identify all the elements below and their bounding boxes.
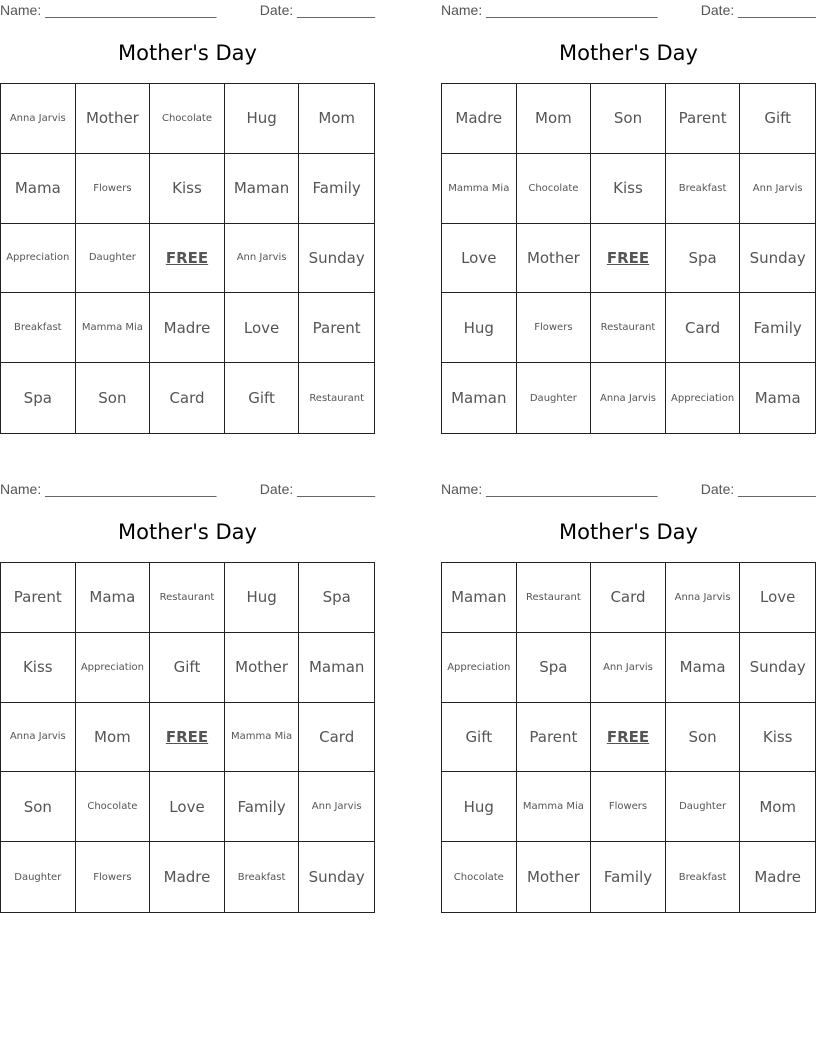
bingo-cell: Breakfast bbox=[666, 842, 741, 912]
bingo-cell: Family bbox=[591, 842, 666, 912]
bingo-cell: Mamma Mia bbox=[517, 772, 592, 842]
bingo-cell: Maman bbox=[225, 154, 300, 224]
bingo-cell: Breakfast bbox=[1, 293, 76, 363]
bingo-cell: Flowers bbox=[591, 772, 666, 842]
bingo-card-4 bbox=[441, 479, 816, 914]
name-field[interactable]: Name: ______________________ bbox=[0, 2, 217, 18]
bingo-cell: Restaurant bbox=[517, 563, 592, 633]
bingo-cell: Mamma Mia bbox=[442, 154, 517, 224]
bingo-cell: Appreciation bbox=[76, 633, 151, 703]
bingo-cell: Anna Jarvis bbox=[666, 563, 741, 633]
bingo-cell: Mom bbox=[299, 84, 374, 154]
name-field[interactable]: Name: ______________________ bbox=[441, 481, 658, 497]
bingo-cell: Chocolate bbox=[442, 842, 517, 912]
bingo-cell: Spa bbox=[666, 224, 741, 294]
card-title: Mother's Day bbox=[118, 41, 257, 65]
bingo-cell: Kiss bbox=[591, 154, 666, 224]
bingo-cell: Daughter bbox=[1, 842, 76, 912]
bingo-cell: Madre bbox=[150, 293, 225, 363]
bingo-cell: Hug bbox=[442, 772, 517, 842]
bingo-cell: Sunday bbox=[740, 633, 815, 703]
card-title: Mother's Day bbox=[559, 41, 698, 65]
bingo-cell: Chocolate bbox=[517, 154, 592, 224]
bingo-cell: Anna Jarvis bbox=[591, 363, 666, 433]
bingo-cell: Ann Jarvis bbox=[225, 224, 300, 294]
free-space: FREE bbox=[150, 224, 225, 294]
bingo-cell: Breakfast bbox=[225, 842, 300, 912]
bingo-cell: Appreciation bbox=[1, 224, 76, 294]
bingo-cell: Son bbox=[1, 772, 76, 842]
bingo-cell: Hug bbox=[225, 563, 300, 633]
bingo-cell: Mamma Mia bbox=[76, 293, 151, 363]
bingo-cell: Spa bbox=[517, 633, 592, 703]
bingo-cell: Mama bbox=[754, 389, 801, 408]
bingo-cell: Daughter bbox=[517, 363, 592, 433]
bingo-cell: Flowers bbox=[76, 154, 151, 224]
bingo-cell: Card bbox=[150, 363, 225, 433]
bingo-card-2 bbox=[441, 0, 816, 435]
bingo-grid bbox=[0, 562, 375, 913]
name-field[interactable]: Name: ______________________ bbox=[0, 481, 217, 497]
bingo-cell: Ann Jarvis bbox=[740, 154, 815, 224]
bingo-cell: Parent bbox=[1, 563, 76, 633]
bingo-grid bbox=[441, 83, 816, 434]
bingo-cell: Flowers bbox=[517, 293, 592, 363]
bingo-cell: Restaurant bbox=[591, 293, 666, 363]
bingo-cell: Chocolate bbox=[150, 84, 225, 154]
bingo-cell: Son bbox=[591, 84, 666, 154]
bingo-cell: Mamma Mia bbox=[225, 703, 300, 773]
bingo-grid bbox=[441, 562, 816, 913]
bingo-cell: Mother bbox=[517, 842, 592, 912]
bingo-cell: Daughter bbox=[666, 772, 741, 842]
bingo-cell: Spa bbox=[1, 363, 76, 433]
bingo-cell: Love bbox=[442, 224, 517, 294]
date-field[interactable]: Date: __________ bbox=[700, 2, 816, 18]
bingo-cell: Mom bbox=[76, 703, 151, 773]
name-field[interactable]: Name: ______________________ bbox=[441, 2, 658, 18]
bingo-card-1 bbox=[0, 0, 375, 435]
bingo-cell: Mother bbox=[517, 224, 592, 294]
bingo-cell: Family bbox=[225, 772, 300, 842]
bingo-grid bbox=[0, 83, 375, 434]
bingo-cell: Ann Jarvis bbox=[591, 633, 666, 703]
card-header bbox=[0, 2, 375, 20]
bingo-cell: Appreciation bbox=[442, 633, 517, 703]
bingo-cell: Card bbox=[666, 293, 741, 363]
bingo-cell: Mother bbox=[76, 84, 151, 154]
bingo-cell: Mother bbox=[225, 633, 300, 703]
bingo-cell: Kiss bbox=[150, 154, 225, 224]
card-title: Mother's Day bbox=[559, 520, 698, 544]
bingo-card-3 bbox=[0, 479, 375, 914]
bingo-cell: Card bbox=[299, 703, 374, 773]
bingo-cell: Madre bbox=[754, 868, 802, 887]
bingo-cell: Family bbox=[299, 154, 374, 224]
card-header bbox=[0, 481, 375, 499]
bingo-cell: Kiss bbox=[740, 703, 815, 773]
bingo-cell: Maman bbox=[442, 363, 517, 433]
card-title: Mother's Day bbox=[118, 520, 257, 544]
bingo-cell: Gift bbox=[225, 363, 300, 433]
bingo-cell: Gift bbox=[442, 703, 517, 773]
bingo-cell: Daughter bbox=[76, 224, 151, 294]
bingo-cell: Restaurant bbox=[309, 392, 365, 404]
bingo-cell: Anna Jarvis bbox=[1, 703, 76, 773]
bingo-cell: Gift bbox=[150, 633, 225, 703]
bingo-cell: Restaurant bbox=[150, 563, 225, 633]
bingo-cell: Spa bbox=[299, 563, 374, 633]
bingo-cell: Mama bbox=[666, 633, 741, 703]
bingo-cell: Gift bbox=[740, 84, 815, 154]
date-field[interactable]: Date: __________ bbox=[259, 2, 375, 18]
bingo-cell: Mom bbox=[740, 772, 815, 842]
bingo-cell: Madre bbox=[150, 842, 225, 912]
bingo-cell: Maman bbox=[299, 633, 374, 703]
bingo-cell: Son bbox=[666, 703, 741, 773]
bingo-cell: Kiss bbox=[1, 633, 76, 703]
free-space: FREE bbox=[591, 703, 666, 773]
date-field[interactable]: Date: __________ bbox=[259, 481, 375, 497]
bingo-cell: Love bbox=[740, 563, 815, 633]
free-space: FREE bbox=[591, 224, 666, 294]
free-space: FREE bbox=[150, 703, 225, 773]
bingo-cell: Sunday bbox=[740, 224, 815, 294]
bingo-cell: Madre bbox=[442, 84, 517, 154]
bingo-cell: Mama bbox=[76, 563, 151, 633]
bingo-cell: Family bbox=[740, 293, 815, 363]
bingo-cell: Love bbox=[150, 772, 225, 842]
bingo-cell: Sunday bbox=[299, 224, 374, 294]
bingo-cell: Breakfast bbox=[666, 154, 741, 224]
bingo-cell: Ann Jarvis bbox=[299, 772, 374, 842]
bingo-cell: Appreciation bbox=[666, 363, 741, 433]
bingo-cell: Maman bbox=[442, 563, 517, 633]
bingo-cell: Flowers bbox=[76, 842, 151, 912]
date-field[interactable]: Date: __________ bbox=[700, 481, 816, 497]
card-header bbox=[441, 2, 816, 20]
bingo-cell: Sunday bbox=[308, 868, 365, 887]
bingo-cell: Son bbox=[76, 363, 151, 433]
bingo-cell: Mom bbox=[517, 84, 592, 154]
card-header bbox=[441, 481, 816, 499]
bingo-cell: Card bbox=[591, 563, 666, 633]
bingo-cell: Anna Jarvis bbox=[1, 84, 76, 154]
bingo-cell: Hug bbox=[442, 293, 517, 363]
bingo-cell: Mama bbox=[1, 154, 76, 224]
bingo-cell: Parent bbox=[517, 703, 592, 773]
bingo-cell: Love bbox=[225, 293, 300, 363]
bingo-cell: Parent bbox=[666, 84, 741, 154]
bingo-cell: Chocolate bbox=[76, 772, 151, 842]
bingo-cell: Hug bbox=[225, 84, 300, 154]
bingo-cell: Parent bbox=[299, 293, 374, 363]
